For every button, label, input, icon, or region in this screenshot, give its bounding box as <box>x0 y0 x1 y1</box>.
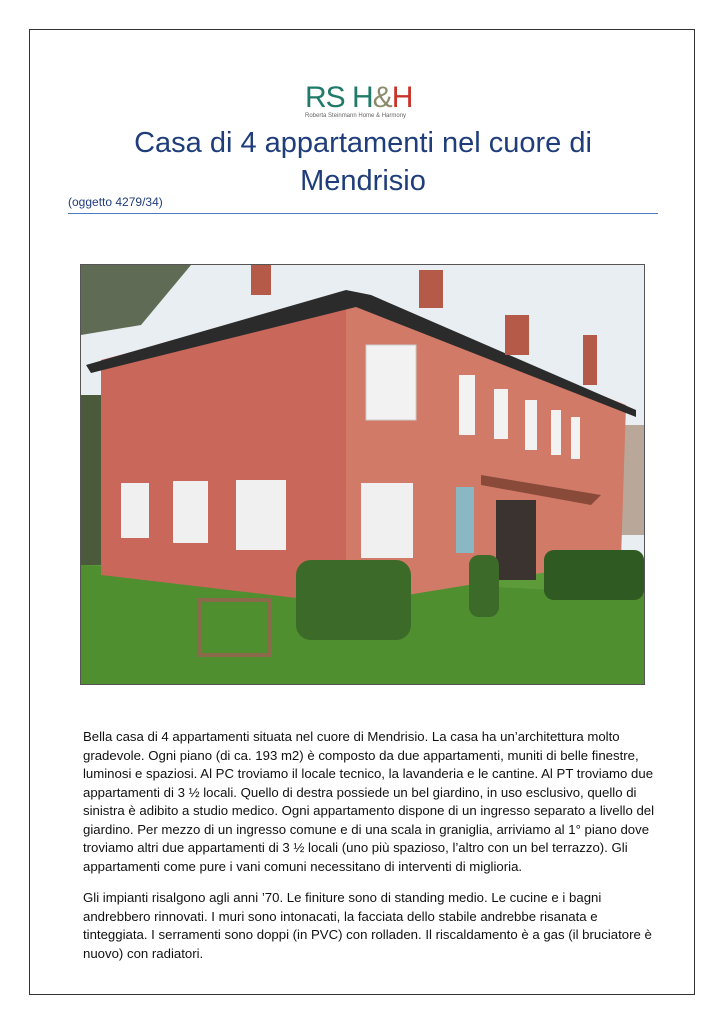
object-reference: (oggetto 4279/34) <box>68 195 163 209</box>
divider <box>68 213 658 214</box>
company-logo <box>305 81 425 124</box>
logo-tagline: Roberta Steinmann Home & Harmony <box>305 113 407 119</box>
text-line: appartamenti di 3 ½ locali. Quello di destra possiede un bel giardino, in uso esclusivo, quello di <box>83 784 637 800</box>
text-line: andrebbero rinnovati. I muri sono intonacati, la facciata dello stabile andrebbe risanata e <box>83 908 598 924</box>
page-title <box>68 124 658 200</box>
text-line: gradevole. Ogni piano (di ca. 193 m2) è composto da due appartamenti, muniti di belle finestre, <box>83 747 639 763</box>
text-line: sinistra è adibito a studio medico. Ogni appartamento dispone di un ingresso separato a livello del <box>83 803 655 818</box>
logo-rs: RS <box>305 81 345 114</box>
logo-amp: & <box>372 81 392 114</box>
text-line: troviamo altri due appartamenti di 3 ½ locali (uno più spazioso, l’altro con un bel terrazzo). Gli <box>83 840 628 855</box>
text-line: appartamenti come pure i vani comuni necessitano di interventi di miglioria. <box>83 858 523 874</box>
text-line: nuovo) con radiatori. <box>83 945 204 961</box>
logo-h: H <box>352 81 373 114</box>
text-line: tinteggiata. I serramenti sono doppi (in PVC) con rolladen. Il riscaldamento è a gas (il bruciatore è <box>83 927 652 942</box>
description <box>83 728 673 976</box>
text-line: Bella casa di 4 appartamenti situata nel cuore di Mendrisio. La casa ha un’architettura molto <box>83 729 620 744</box>
text-line: Gli impianti risalgono agli anni ’70. Le finiture sono di standing medio. Le cucine e i bagni <box>83 890 602 905</box>
description-paragraph <box>83 728 673 876</box>
logo-h2: H <box>391 81 413 114</box>
text-line: luminosi e spaziosi. Al PC troviamo il locale tecnico, la lavanderia e le cantine. Al PT troviamo due <box>83 766 654 781</box>
title-line: Mendrisio <box>300 165 426 197</box>
description-paragraph <box>83 889 673 963</box>
house-photo <box>80 264 645 685</box>
title-line: Casa di 4 appartamenti nel cuore di <box>134 127 592 159</box>
text-line: giardino. Per mezzo di un ingresso comune e di una scala in graniglia, arriviamo al 1° piano dove <box>83 821 650 837</box>
